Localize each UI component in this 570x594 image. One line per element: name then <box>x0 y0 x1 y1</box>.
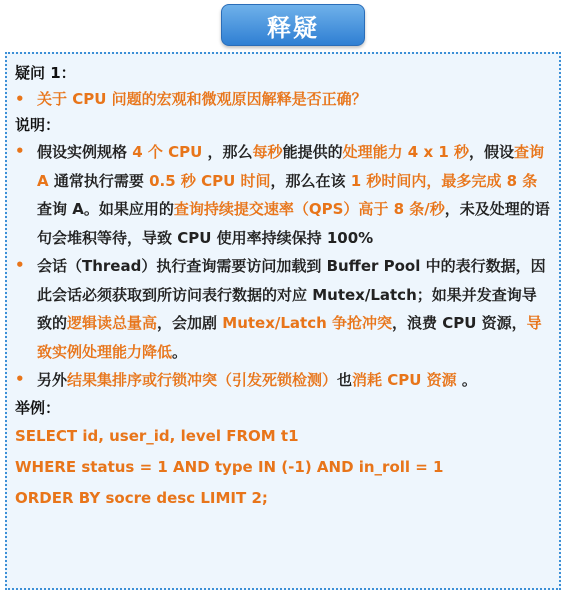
body-text: 查询 A。如果应用的 <box>37 200 174 218</box>
sql-line: WHERE status = 1 AND type IN (-1) AND in_roll = 1 <box>15 457 444 476</box>
explain-item-1 <box>15 138 551 252</box>
body-text: 也 <box>337 371 353 389</box>
highlight-text: ，最多完成 <box>426 171 507 190</box>
content-panel <box>5 52 561 590</box>
explain-paragraph <box>37 138 551 252</box>
sql-line: ORDER BY socre desc LIMIT 2; <box>15 488 268 507</box>
explain-item-3 <box>15 366 551 395</box>
highlight-text: 导致实例处理能力降低 <box>37 314 542 361</box>
highlight-text: Mutex/Latch 争抢冲突 <box>222 314 393 332</box>
highlight-text: 结果集排序或行锁冲突（引发死锁检测） <box>67 371 338 389</box>
bullet-icon: • <box>15 370 25 388</box>
body-text: ，会加剧 <box>157 314 223 332</box>
question-text: 关于 CPU 问题的宏观和微观原因解释是否正确？ <box>37 90 367 108</box>
body-text: ，浪费 CPU 资源， <box>392 314 527 332</box>
highlight-text: 查询 A <box>37 143 545 190</box>
explain-item-2 <box>15 252 551 366</box>
bullet-icon: • <box>15 142 25 160</box>
highlight-text: 查询持续提交速率（QPS）高于 8 条/秒 <box>173 200 445 218</box>
body-text: 。 <box>456 371 477 389</box>
bullet-icon: • <box>15 90 25 108</box>
body-text: 通常执行需要 <box>48 171 150 190</box>
highlight-text: 4 个 CPU <box>132 143 203 161</box>
explain-paragraph <box>37 366 551 395</box>
body-text: 能提供的 <box>282 143 343 161</box>
body-text: ，未及处理的语句会堆积等待，导致 CPU 使用率持续保持 100% <box>37 200 550 247</box>
body-text: 另外 <box>37 371 68 389</box>
body-text: 会话（Thread）执行查询需要访问加载到 Buffer Pool 中的表行数据，因此会话必须获取到所访问表行数据的对应 Mutex/Latch；如果并发查询导致的 <box>37 257 546 332</box>
highlight-text: 消耗 CPU 资源 <box>352 371 457 389</box>
body-text: ，那么在该 <box>270 171 351 190</box>
title-badge: 释疑 <box>221 4 365 46</box>
content-body <box>7 54 559 514</box>
explain-label: 说明： <box>15 116 61 134</box>
body-text: ，那么 <box>202 143 253 161</box>
body-text: 。 <box>172 342 188 361</box>
highlight-text: 每秒 <box>252 143 283 161</box>
body-text: 假设实例规格 <box>37 143 133 161</box>
highlight-text: 处理能力 4 x 1 秒 <box>342 143 470 161</box>
example-label: 举例： <box>15 398 61 417</box>
highlight-text: 1 秒时间内 <box>350 171 427 190</box>
explain-paragraph <box>37 252 551 366</box>
body-text: ，假设 <box>469 143 515 161</box>
question-label: 疑问 1： <box>15 64 76 82</box>
highlight-text: 8 条 <box>506 171 538 190</box>
question-row <box>15 86 551 112</box>
highlight-text: 0.5 秒 CPU 时间 <box>149 171 271 190</box>
sql-line: SELECT id, user_id, level FROM t1 <box>15 426 299 445</box>
highlight-text: 逻辑读总量高 <box>67 314 158 332</box>
bullet-icon: • <box>15 256 25 274</box>
